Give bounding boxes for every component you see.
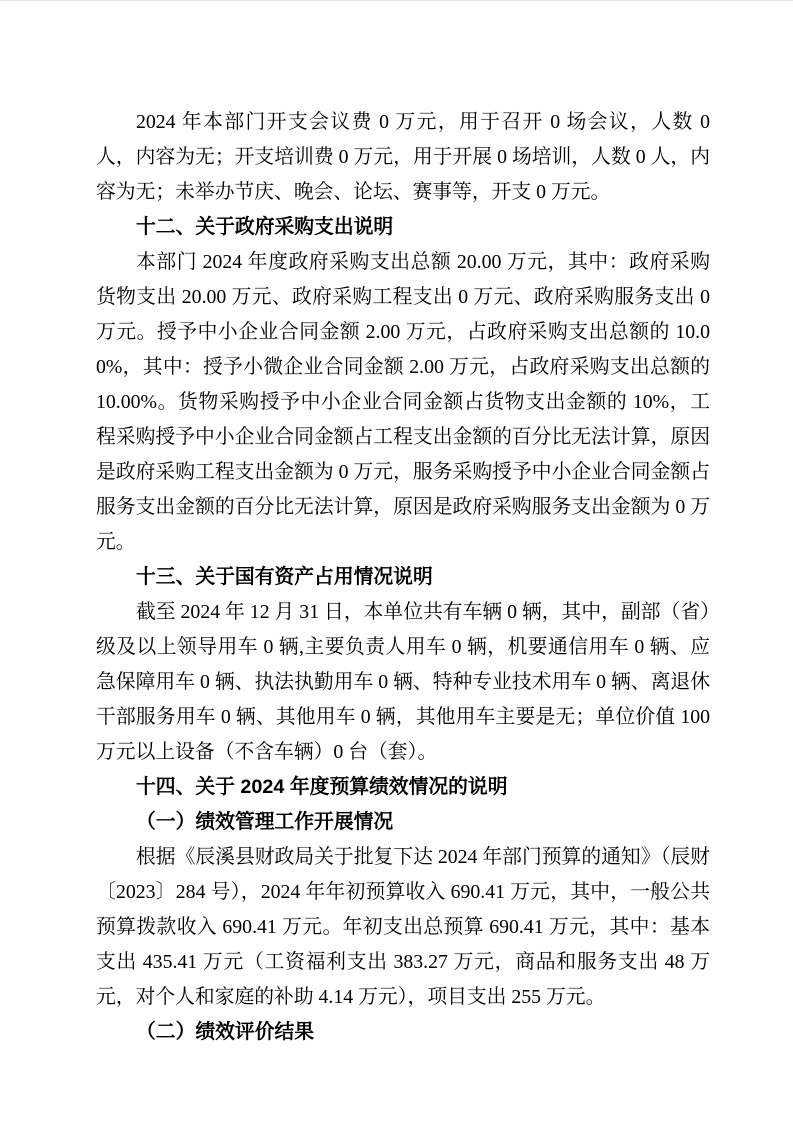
paragraph-meeting-and-training-expenses: 2024 年本部门开支会议费 0 万元，用于召开 0 场会议，人数 0 人，内容为无；开支培训费 0 万元，用于开展 0 场培训，人数 0 人，内容为无；未举办节庆、晚会、论坛、赛事等，开支 0 万元。 [96, 111, 710, 203]
paragraph-state-assets-details: 截至 2024 年 12 月 31 日，本单位共有车辆 0 辆，其中，副部（省）级及以上领导用车 0 辆,主要负责人用车 0 辆，机要通信用车 0 辆、应急保障用车 0 辆、执法执勤用车 0 辆、特种专业技术用车 0 辆、离退休干部服务用车 0 辆、其他用车 0 辆，其他用车主要是无；单位价值 100 万元以上设备（不含车辆）0 台（套）。 [96, 601, 710, 763]
subsection-heading-2-evaluation-results: （二）绩效评价结果 [136, 1021, 315, 1043]
document-body [96, 105, 710, 1050]
paragraph-budget-performance-details: 根据《辰溪县财政局关于批复下达 2024 年部门预算的通知》（辰财〔2023〕284 号），2024 年年初预算收入 690.41 万元，其中，一般公共预算拨款收入 690.41 万元。年初支出总预算 690.41 万元，其中：基本支出 435.41 万元（工资福利支出 383.27 万元，商品和服务支出 48 万元，对个人和家庭的补助 4.14 万元），项目支出 255 万元。 [96, 846, 710, 1008]
section-heading-12-government-procurement: 十二、关于政府采购支出说明 [136, 216, 394, 238]
subsection-heading-1-performance-management: （一）绩效管理工作开展情况 [136, 811, 394, 833]
section-heading-13-state-assets: 十三、关于国有资产占用情况说明 [136, 566, 433, 588]
section-heading-14-budget-performance: 十四、关于 2024 年度预算绩效情况的说明 [136, 776, 508, 798]
paragraph-procurement-details: 本部门 2024 年度政府采购支出总额 20.00 万元，其中：政府采购货物支出 20.00 万元、政府采购工程支出 0 万元、政府采购服务支出 0 万元。授予中小企业合同金额 2.00 万元，占政府采购支出总额的 10.00%，其中：授予小微企业合同金额 2.00 万元，占政府采购支出总额的 10.00%。货物采购授予中小企业合同金额占货物支出金额的 10%，工程采购授予中小企业合同金额占工程支出金额的百分比无法计算，原因是政府采购工程支出金额为 0 万元，服务采购授予中小企业合同金额占服务支出金额的百分比无法计算，原因是政府采购服务支出金额为 0 万元。 [96, 251, 710, 553]
